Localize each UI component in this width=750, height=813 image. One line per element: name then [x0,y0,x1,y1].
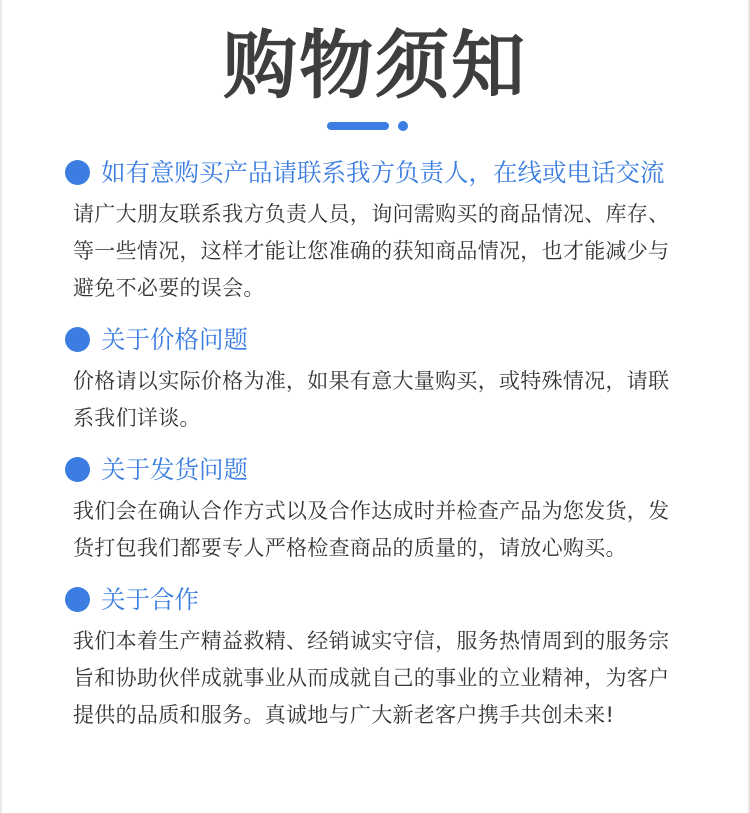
body-line: 价格请以实际价格为准，如果有意大量购买，或特殊情况，请联 [73,369,670,393]
bullet-circle-icon [65,160,90,185]
section-cooperation [65,582,695,734]
section-body [65,363,695,437]
section-heading: 关于发货问题 [101,455,248,484]
section-heading-row [65,452,695,488]
title-underline-dot [398,121,408,131]
section-price [65,322,695,437]
body-line: 提供的品质和服务。真诚地与广大新老客户携手共创未来! [73,703,615,727]
section-heading: 如有意购买产品请联系我方负责人，在线或电话交流 [101,158,665,187]
section-heading-row [65,582,695,618]
section-shipping [65,452,695,567]
section-heading-row [65,155,695,191]
section-body [65,196,695,307]
section-heading-row [65,322,695,358]
section-contact [65,155,695,307]
body-line: 货打包我们都要专人严格检查商品的质量的，请放心购买。 [73,536,627,560]
body-line: 旨和协助伙伴成就事业从而成就自己的事业的立业精神，为客户 [73,666,670,690]
section-body [65,623,695,734]
body-line: 等一些情况，这样才能让您准确的获知商品情况，也才能减少与 [73,239,670,263]
title-underline-bar [327,122,389,130]
body-line: 系我们详谈。 [73,406,201,430]
page-title: 购物须知 [223,23,527,109]
bullet-circle-icon [65,327,90,352]
body-line: 请广大朋友联系我方负责人员，询问需购买的商品情况、库存、 [73,202,670,226]
body-line: 避免不必要的误会。 [73,276,265,300]
section-body [65,493,695,567]
body-line: 我们本着生产精益救精、经销诚实守信，服务热情周到的服务宗 [73,629,670,653]
section-heading: 关于合作 [101,585,199,614]
section-heading: 关于价格问题 [101,325,248,354]
body-line: 我们会在确认合作方式以及合作达成时并检查产品为您发货，发 [73,499,670,523]
bullet-circle-icon [65,587,90,612]
title-decoration [327,121,417,131]
bullet-circle-icon [65,457,90,482]
